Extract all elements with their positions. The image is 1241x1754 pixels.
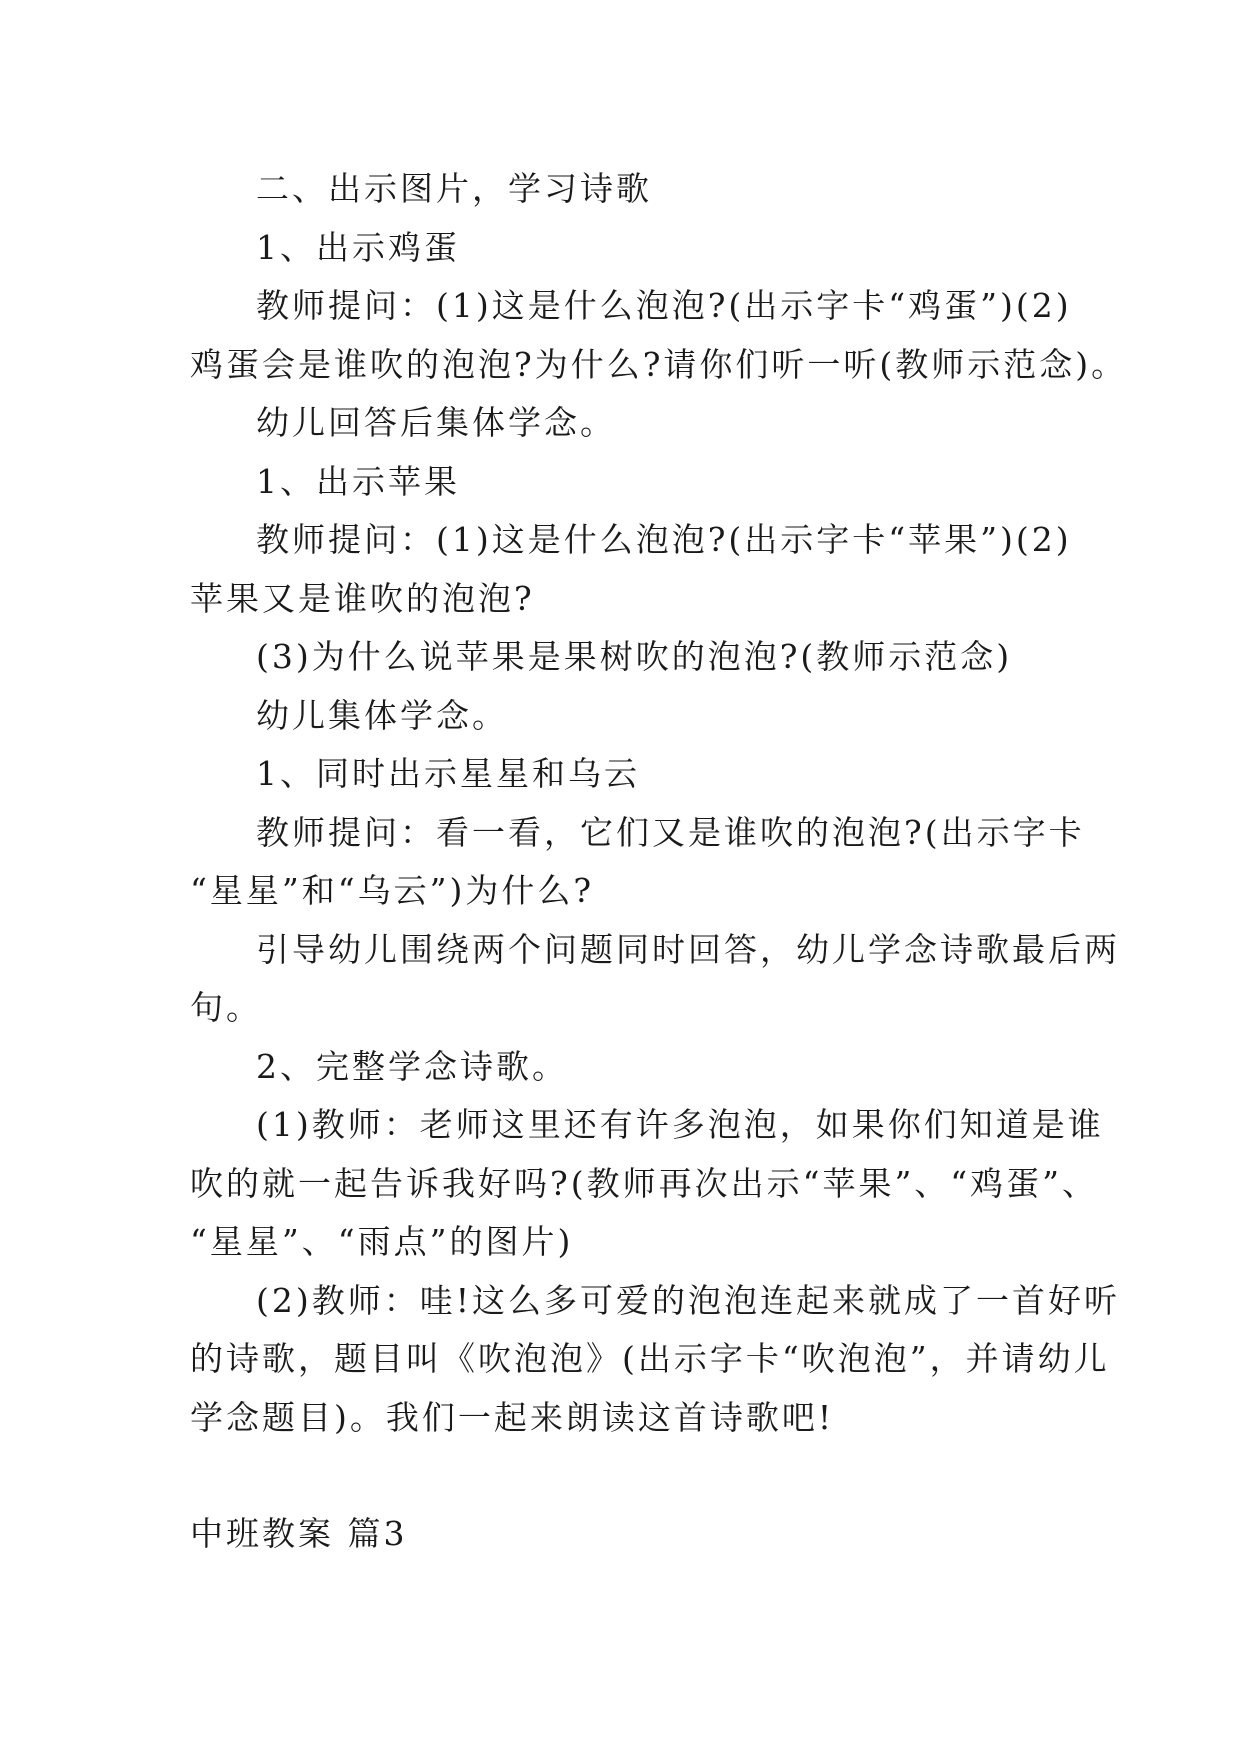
paragraph-line: 句。 [190,988,262,1027]
document-page [190,160,1128,1564]
paragraph-line: 2、完整学念诗歌。 [256,1046,568,1086]
paragraph-line: 教师提问：(1)这是什么泡泡?(出示字卡“鸡蛋”)(2) [256,286,1072,325]
paragraph-line: “星星”和“乌云”)为什么? [190,871,595,910]
paragraph-line: 学念题目)。我们一起来朗读这首诗歌吧! [190,1397,835,1437]
paragraph-line: 幼儿集体学念。 [256,695,508,735]
paragraph-line: 教师提问：看一看，它们又是谁吹的泡泡?(出示字卡 [256,812,1085,852]
paragraph-line: (2)教师：哇!这么多可爱的泡泡连起来就成了一首好听 [256,1280,1121,1320]
paragraph-line: 1、同时出示星星和乌云 [256,754,640,793]
paragraph-line: “星星”、“雨点”的图片) [190,1222,574,1261]
paragraph-line: 鸡蛋会是谁吹的泡泡?为什么?请你们听一听(教师示范念)。 [190,344,1128,384]
paragraph-line: 二、出示图片，学习诗歌 [256,169,652,208]
section-heading: 中班教案 篇3 [190,1514,408,1553]
paragraph-line: 1、出示鸡蛋 [256,227,460,267]
paragraph-line: 吹的就一起告诉我好吗?(教师再次出示“苹果”、“鸡蛋”、 [190,1163,1099,1203]
paragraph-line: 的诗歌，题目叫《吹泡泡》(出示字卡“吹泡泡”，并请幼儿 [190,1339,1110,1378]
paragraph-line: 引导幼儿围绕两个问题同时回答，幼儿学念诗歌最后两 [256,929,1120,969]
paragraph-line: 教师提问：(1)这是什么泡泡?(出示字卡“苹果”)(2) [256,520,1072,559]
paragraph-line: (3)为什么说苹果是果树吹的泡泡?(教师示范念) [256,637,1013,676]
paragraph-line: 幼儿回答后集体学念。 [256,403,616,442]
paragraph-line: (1)教师：老师这里还有许多泡泡，如果你们知道是谁 [256,1105,1104,1144]
paragraph-line: 苹果又是谁吹的泡泡? [190,578,535,618]
paragraph-line: 1、出示苹果 [256,461,460,501]
